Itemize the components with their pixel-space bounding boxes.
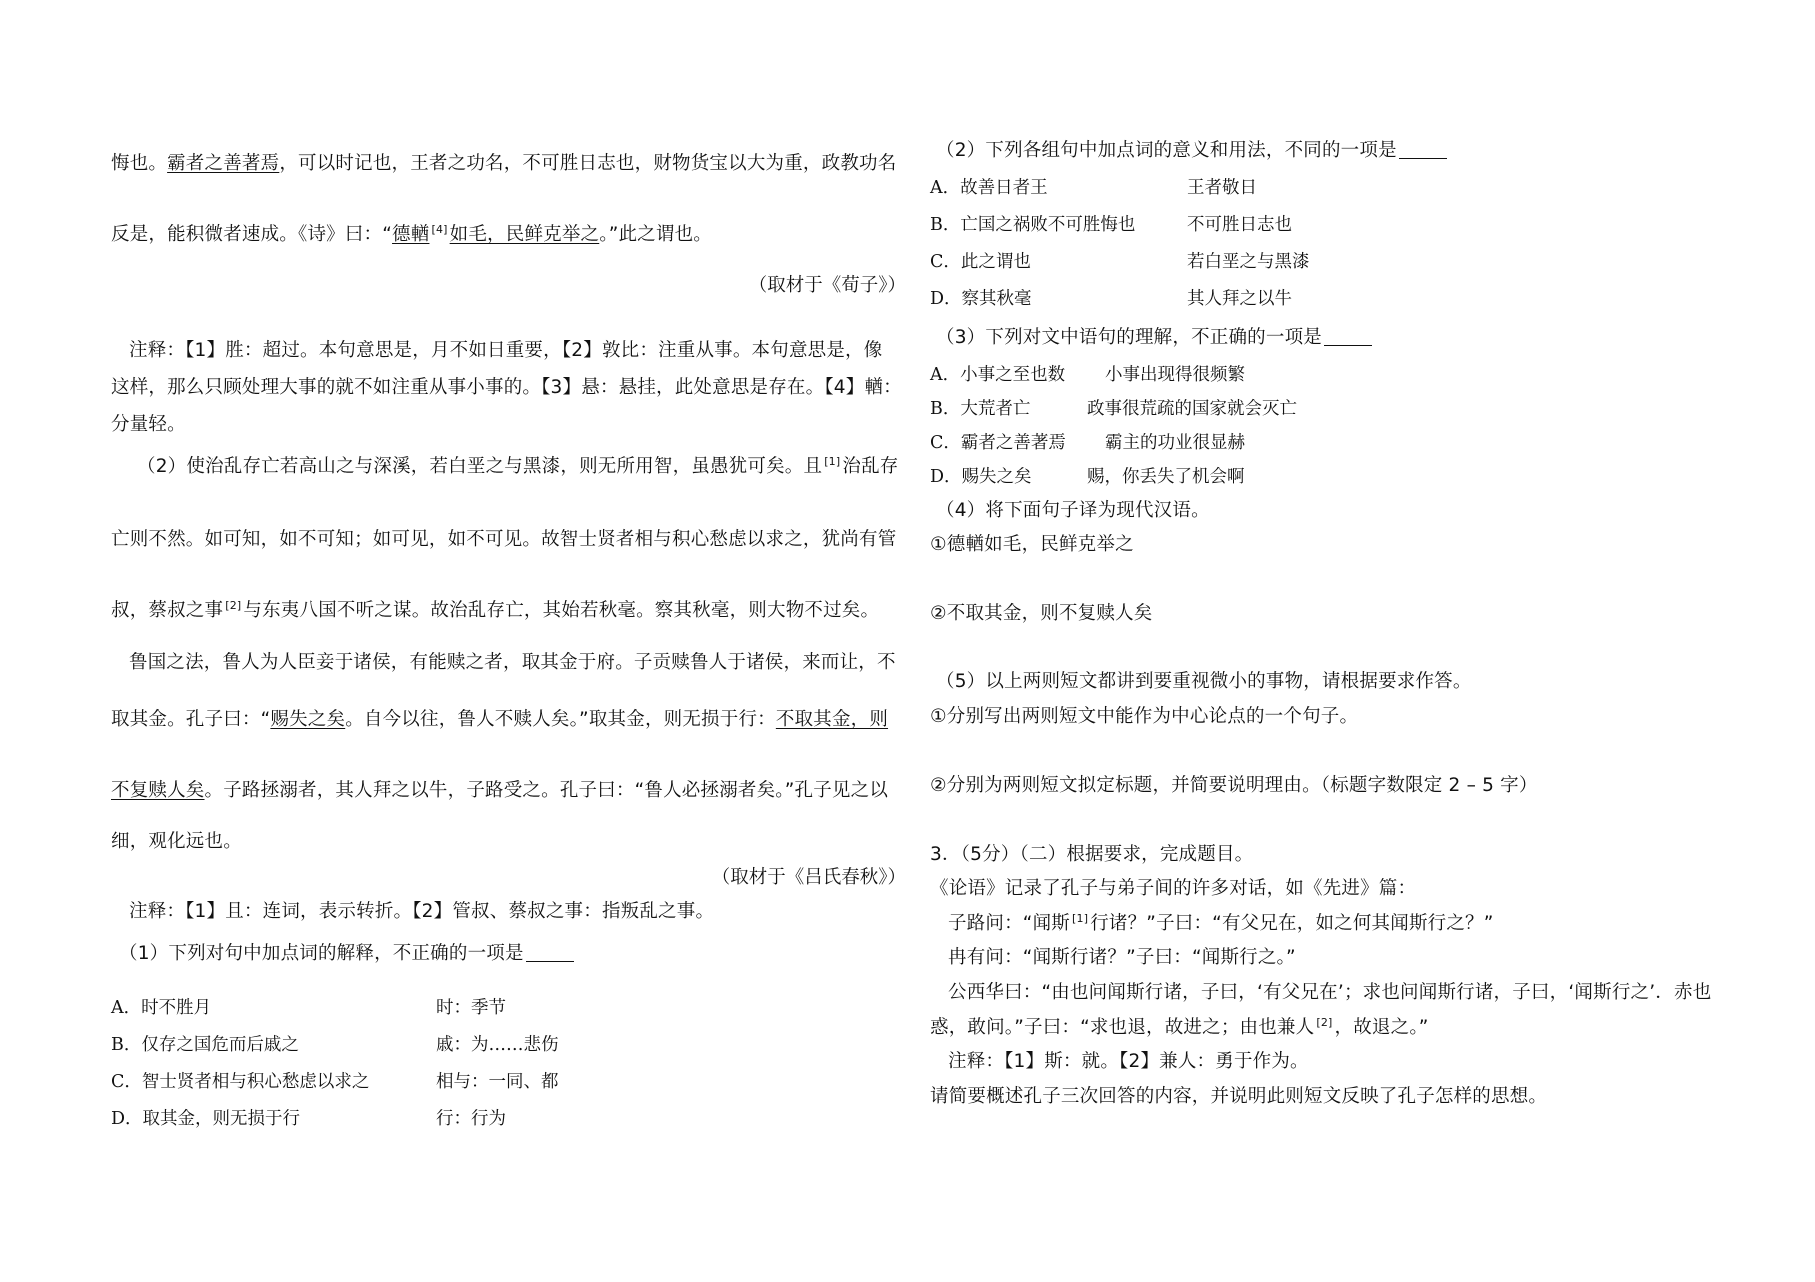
option-d-gloss: 赐，你丢失了机会啊 <box>1087 467 1245 487</box>
question-3 <box>936 326 1372 350</box>
option-a-gloss: 小事出现得很频繁 <box>1105 365 1245 385</box>
text-run: （2）使治乱存亡若高山之与深溪，若白垩之与黑漆，则无所用智，虽愚犹可矣。且 <box>137 456 823 477</box>
option-b-text[interactable]: B．大荒者亡 <box>930 399 1031 419</box>
option-a-text[interactable]: A．小事之至也数 <box>930 365 1066 385</box>
text-run: 行诸？”子曰：“有父兄在，如之何其闻斯行之？” <box>1090 913 1494 934</box>
text-run: 惑，敢问。”子曰：“求也退，故进之；由也兼人 <box>930 1017 1315 1038</box>
option-a-text[interactable]: A．时不胜月 <box>111 998 212 1018</box>
underlined-phrase: 赐失之矣 <box>270 709 346 730</box>
option-b-gloss: 戚：为……悲伤 <box>436 1035 559 1055</box>
option-a-gloss: 时：季节 <box>436 998 506 1018</box>
option-c-gloss: 若白垩之与黑漆 <box>1187 252 1310 272</box>
dialogue-line-2: 冉有问：“闻斯行诸？”子曰：“闻斯行之。” <box>948 947 1296 968</box>
text-run: 治乱存 <box>842 456 899 477</box>
option-d-text[interactable]: D．赐失之矣 <box>930 467 1032 487</box>
answer-blank[interactable] <box>1399 140 1447 159</box>
underlined-phrase: 德輶 <box>392 224 430 245</box>
question-text: （3）下列对文中语句的理解，不正确的一项是 <box>936 327 1322 348</box>
dialogue-line-1 <box>948 912 1494 936</box>
question-4-item-1: ①德輶如毛，民鲜克举之 <box>930 534 1134 555</box>
source-citation-2: （取材于《吕氏春秋》） <box>711 867 906 888</box>
option-a-gloss: 王者敬日 <box>1187 178 1257 198</box>
text-run: 。自今以往，鲁人不赎人矣。”取其金，则无损于行： <box>345 709 776 730</box>
underlined-phrase: 不复赎人矣 <box>111 780 205 801</box>
option-d-gloss: 其人拜之以牛 <box>1187 289 1292 309</box>
answer-blank[interactable] <box>1324 327 1372 346</box>
note1-line2: 这样，那么只顾处理大事的就不如注重从事小事的。【3】悬：悬挂，此处意思是存在。【4】輶： <box>111 377 902 398</box>
section-3-note: 注释：【1】斯：就。【2】兼人：勇于作为。 <box>948 1051 1309 1072</box>
option-c-text[interactable]: C．此之谓也 <box>930 252 1031 272</box>
underlined-phrase: 不取其金，则 <box>775 709 889 730</box>
option-b-text[interactable]: B．仅存之国危而后戚之 <box>111 1035 299 1055</box>
underlined-phrase: 霸者之善著焉 <box>167 153 280 174</box>
section-3-question: 请简要概述孔子三次回答的内容，并说明此则短文反映了孔子怎样的思想。 <box>930 1086 1548 1107</box>
option-c-text[interactable]: C．智士贤者相与积心愁虑以求之 <box>111 1072 370 1092</box>
option-c-gloss: 相与：一同、都 <box>436 1072 559 1092</box>
question-2 <box>936 139 1447 163</box>
passage2-line2: 亡则不然。如可知，如不可知；如可见，如不可见。故智士贤者相与积心愁虑以求之，犹尚有管 <box>111 529 897 550</box>
footnote-marker: [2] <box>225 599 242 612</box>
passage1-line1 <box>111 152 896 176</box>
question-5: （5）以上两则短文都讲到要重视微小的事物，请根据要求作答。 <box>936 671 1472 692</box>
passage2-line1 <box>137 455 898 479</box>
option-a-text[interactable]: A．故善日者王 <box>930 178 1048 198</box>
question-4: （4）将下面句子译为现代汉语。 <box>936 500 1210 521</box>
section-3-title: 3．（5分）（二）根据要求，完成题目。 <box>930 844 1254 865</box>
passage1-line2 <box>111 223 712 247</box>
option-b-text[interactable]: B．亡国之祸败不可胜悔也 <box>930 215 1136 235</box>
option-d-gloss: 行：行为 <box>436 1109 506 1129</box>
text-run: 。子路拯溺者，其人拜之以牛，子路受之。孔子曰：“鲁人必拯溺者矣。”孔子见之以 <box>204 780 889 801</box>
passage3-line1: 鲁国之法，鲁人为人臣妾于诸侯，有能赎之者，取其金于府。子贡赎鲁人于诸侯，来而让，不 <box>129 652 896 673</box>
passage3-line2 <box>111 708 888 732</box>
question-text: （1）下列对句中加点词的解释，不正确的一项是 <box>119 943 524 964</box>
section-3-intro: 《论语》记录了孔子与弟子间的许多对话，如《先进》篇： <box>930 878 1417 899</box>
text-run: 反是，能积微者速成。《诗》曰：“ <box>111 224 393 245</box>
passage3-line4: 细，观化远也。 <box>111 831 242 852</box>
dialogue-line-4 <box>930 1016 1429 1040</box>
question-1 <box>119 942 574 966</box>
question-5-item-1: ①分别写出两则短文中能作为中心论点的一个句子。 <box>930 706 1359 727</box>
question-text: （2）下列各组句中加点词的意义和用法，不同的一项是 <box>936 140 1397 161</box>
option-b-gloss: 不可胜日志也 <box>1187 215 1292 235</box>
footnote-marker: [2] <box>1316 1016 1333 1029</box>
text-run: 叔，蔡叔之事 <box>111 600 224 621</box>
answer-blank[interactable] <box>526 943 574 962</box>
underlined-phrase: 如毛，民鲜克举之 <box>449 224 600 245</box>
option-b-gloss: 政事很荒疏的国家就会灭亡 <box>1087 399 1297 419</box>
note2: 注释：【1】且：连词，表示转折。【2】管叔、蔡叔之事：指叛乱之事。 <box>129 901 715 922</box>
text-run: ，故退之。” <box>1334 1017 1429 1038</box>
footnote-marker: [1] <box>824 455 841 468</box>
passage3-line3 <box>111 779 888 803</box>
source-citation-1: （取材于《荀子》） <box>748 275 906 296</box>
footnote-marker: [1] <box>1072 912 1089 925</box>
text-run: 。”此之谓也。 <box>599 224 712 245</box>
footnote-marker: [4] <box>431 223 448 236</box>
note1-line3: 分量轻。 <box>111 414 186 435</box>
text-run: 悔也。 <box>111 153 168 174</box>
text-run: 子路问：“闻斯 <box>948 913 1070 934</box>
text-run: 与东夷八国不听之谋。故治乱存亡，其始若秋毫。察其秋毫，则大物不过矣。 <box>243 600 880 621</box>
passage2-line3 <box>111 599 879 623</box>
text-run: 取其金。孔子曰：“ <box>111 709 271 730</box>
question-4-item-2: ②不取其金，则不复赎人矣 <box>930 603 1153 624</box>
question-5-item-2: ②分别为两则短文拟定标题，并简要说明理由。（标题字数限定 2 – 5 字） <box>930 775 1538 796</box>
option-c-text[interactable]: C．霸者之善著焉 <box>930 433 1066 453</box>
option-d-text[interactable]: D．察其秋毫 <box>930 289 1032 309</box>
text-run: ，可以时记也，王者之功名，不可胜日志也，财物货宝以大为重，政教功名 <box>279 153 897 174</box>
dialogue-line-3: 公西华曰：“由也问闻斯行诸，子曰，‘有父兄在’；求也问闻斯行诸，子曰，‘闻斯行之’．赤也 <box>948 982 1712 1003</box>
option-d-text[interactable]: D．取其金，则无损于行 <box>111 1109 301 1129</box>
option-c-gloss: 霸主的功业很显赫 <box>1105 433 1245 453</box>
note1-line1: 注释：【1】胜：超过。本句意思是，月不如日重要，【2】敦比：注重从事。本句意思是，像 <box>129 340 883 361</box>
